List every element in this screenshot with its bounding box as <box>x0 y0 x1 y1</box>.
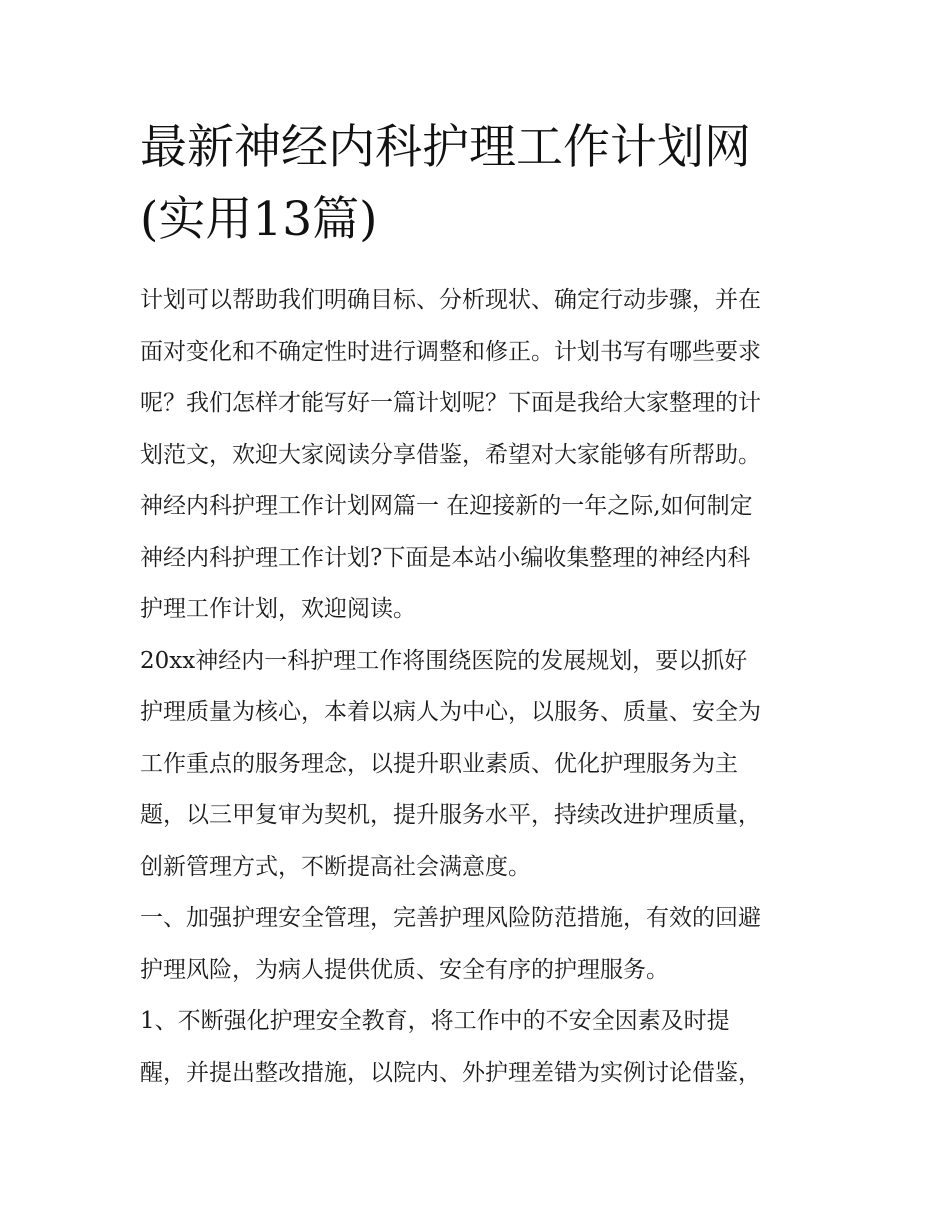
body-line: 护理风险，为病人提供优质、安全有序的护理服务。 <box>140 956 669 983</box>
body-line: 护理质量为核心，本着以病人为中心，以服务、质量、安全为 <box>140 699 761 725</box>
body-line: 护理工作计划，欢迎阅读。 <box>140 596 416 622</box>
title-line: (实用13篇) <box>140 192 378 247</box>
body-line: 神经内科护理工作计划?下面是本站小编收集整理的神经内科 <box>140 544 751 571</box>
document-body <box>140 278 830 1102</box>
body-line: 计划可以帮助我们明确目标、分析现状、确定行动步骤，并在 <box>140 287 761 313</box>
body-line: 一、加强护理安全管理，完善护理风险防范措施，有效的回避 <box>140 905 761 931</box>
body-line: 划范文，欢迎大家阅读分享借鉴，希望对大家能够有所帮助。 <box>140 441 761 468</box>
title-line: 最新神经内科护理工作计划网 <box>140 120 751 175</box>
body-line: 醒，并提出整改措施，以院内、外护理差错为实例讨论借鉴， <box>140 1059 761 1086</box>
body-line: 题，以三甲复审为契机，提升服务水平，持续改进护理质量， <box>140 802 761 828</box>
body-line: 面对变化和不确定性时进行调整和修正。计划书写有哪些要求 <box>140 338 761 365</box>
body-line: 20xx神经内一科护理工作将围绕医院的发展规划，要以抓好 <box>140 647 748 674</box>
body-line: 1、不断强化护理安全教育，将工作中的不安全因素及时提 <box>140 1008 730 1034</box>
body-line: 呢？我们怎样才能写好一篇计划呢？下面是我给大家整理的计 <box>140 390 761 416</box>
body-line: 创新管理方式，不断提高社会满意度。 <box>140 853 531 880</box>
body-line: 神经内科护理工作计划网篇一 在迎接新的一年之际,如何制定 <box>140 493 753 519</box>
document-title <box>140 112 820 256</box>
body-line: 工作重点的服务理念，以提升职业素质、优化护理服务为主 <box>140 750 738 777</box>
